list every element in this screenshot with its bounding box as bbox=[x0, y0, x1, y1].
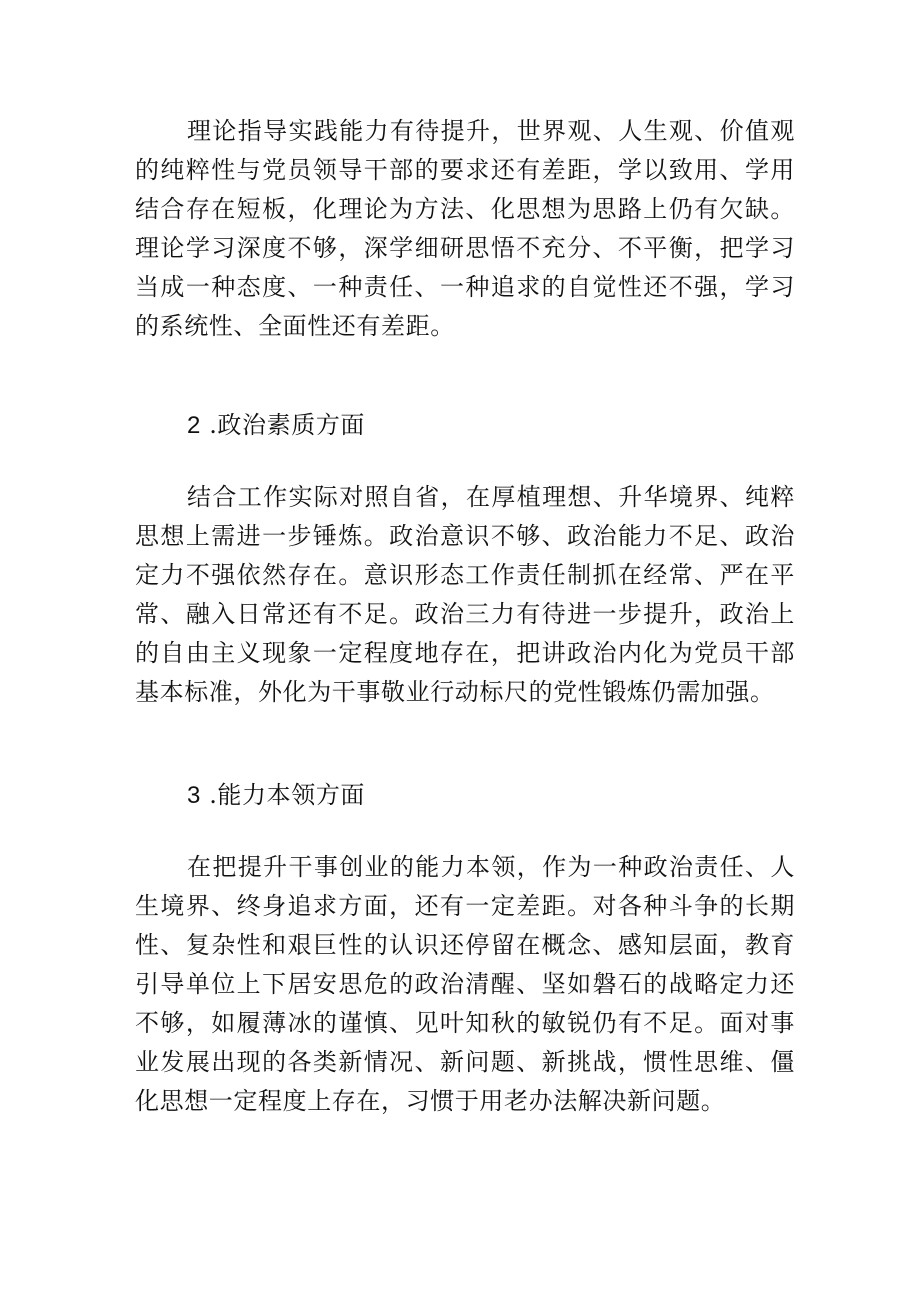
heading-number: 3 bbox=[187, 782, 201, 809]
heading-number: 2 bbox=[187, 412, 201, 439]
heading-ability bbox=[187, 776, 365, 815]
heading-title: .政治素质方面 bbox=[209, 411, 366, 439]
heading-title: .能力本领方面 bbox=[209, 781, 366, 809]
paragraph-theory: 理论指导实践能力有待提升，世界观、人生观、价值观的纯粹性与党员领导干部的要求还有差距，学以致用、学用结合存在短板，化理论为方法、化思想为思路上仍有欠缺。理论学习深度不够，深学细研思悟不充分、不平衡，把学习当成一种态度、一种责任、一种追求的自觉性还不强，学习的系统性、全面性还有差距。 bbox=[135, 117, 795, 340]
heading-political-quality bbox=[187, 406, 365, 445]
paragraph-political-quality: 结合工作实际对照自省，在厚植理想、升华境界、纯粹思想上需进一步锤炼。政治意识不够、政治能力不足、政治定力不强依然存在。意识形态工作责任制抓在经常、严在平常、融入日常还有不足。政治三力有待进一步提升，政治上的自由主义现象一定程度地存在，把讲政治内化为党员干部基本标准，外化为干事敬业行动标尺的党性锻炼仍需加强。 bbox=[135, 483, 795, 706]
paragraph-ability: 在把提升干事创业的能力本领，作为一种政治责任、人生境界、终身追求方面，还有一定差距。对各种斗争的长期性、复杂性和艰巨性的认识还停留在概念、感知层面，教育引导单位上下居安思危的政治清醒、坚如磐石的战略定力还不够，如履薄冰的谨慎、见叶知秋的敏锐仍有不足。面对事业发展出现的各类新情况、新问题、新挑战，惯性思维、僵化思想一定程度上存在，习惯于用老办法解决新问题。 bbox=[135, 853, 795, 1115]
